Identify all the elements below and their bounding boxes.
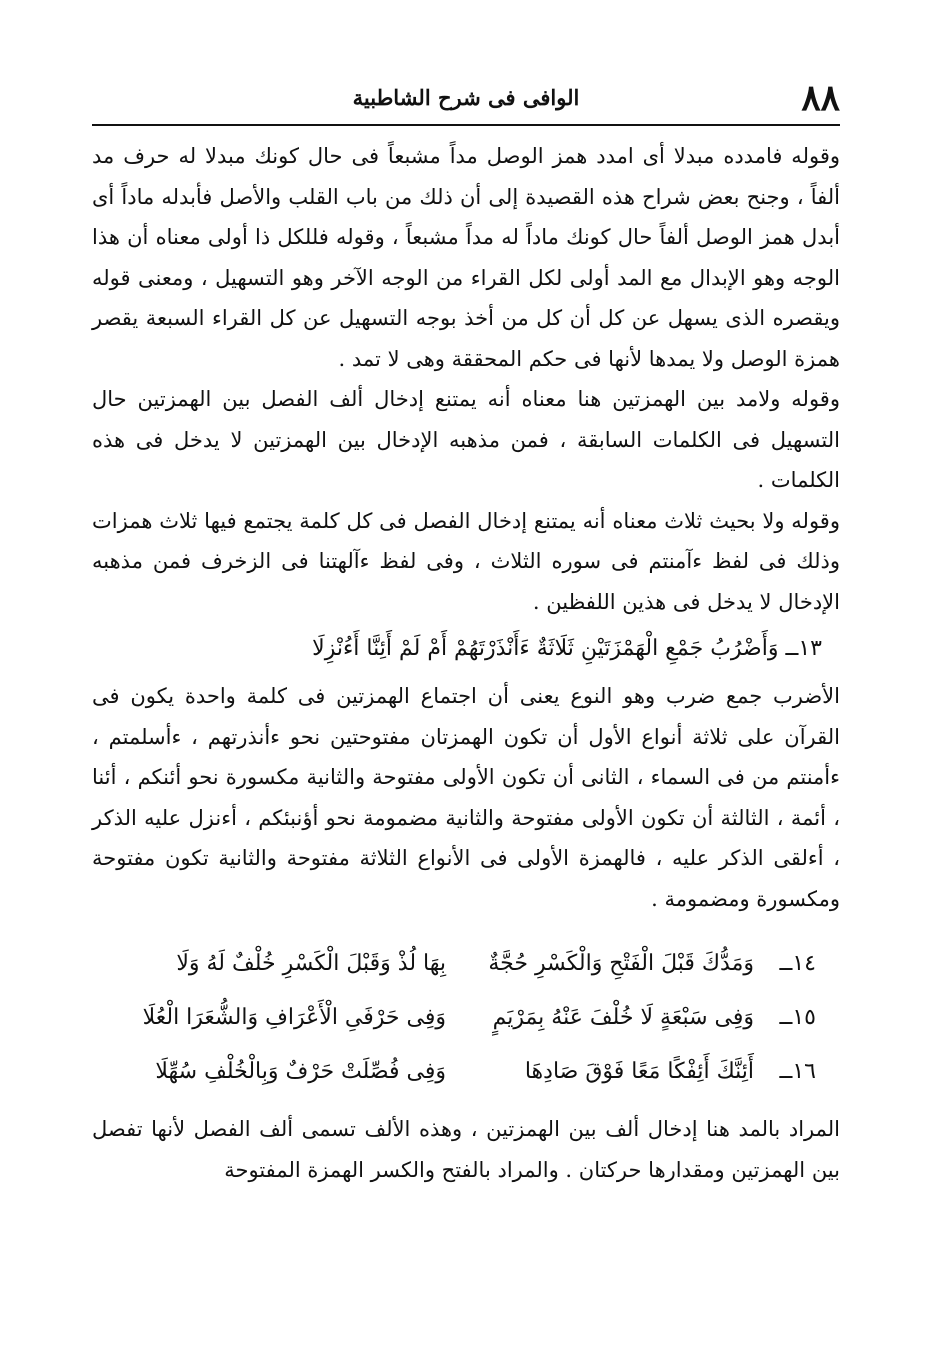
paragraph: وقوله ولا بحيث ثلاث معناه أنه يمتنع إدخال الفصل فى كل كلمة يجتمع فيها ثلاث همزات وذلك فى لفظ ءآمنتم فى سوره الثلاث ، وفى لفظ ءآلهتنا فى الزخرف فمن مذهبه الإدخال لا يدخل فى هذين اللفظين .: [92, 508, 840, 614]
verse-second-hemistich: بِهَا لُذْ وَقَبْلَ الْكَسْرِ خُلْفٌ لَهُ وَلَا: [176, 951, 446, 976]
verse-14: [92, 937, 840, 991]
verse-first-hemistich: أَئِنَّكَ أَئِفْكًا مَعًا فَوْقَ صَادِهَا: [524, 1059, 754, 1084]
header-rule: [92, 124, 840, 126]
running-title: الوافى فى شرح الشاطبية: [352, 85, 580, 110]
verse-15: [92, 991, 840, 1045]
verse-number: ١٣ــ: [785, 636, 822, 661]
verse-13: [92, 628, 840, 670]
paragraph: المراد بالمد هنا إدخال ألف بين الهمزتين ، وهذه الألف تسمى ألف الفصل لأنها تفصل بين الهمزتين ومقدارها حركتان . والمراد بالفتح والكسر الهمزة المفتوحة: [92, 1117, 840, 1182]
verse-number: ١٥ــ: [779, 1005, 816, 1030]
verse-block: [92, 937, 840, 1099]
page-header: [92, 78, 840, 118]
verse-first-hemistich: وَفِى سَبْعَةٍ لَا خُلْفَ عَنْهُ بِمَرْيَمٍ: [492, 1005, 754, 1030]
paragraph: الأضرب جمع ضرب وهو النوع يعنى أن اجتماع الهمزتين فى كلمة واحدة يكون فى القرآن على ثلاثة أنواع الأول أن تكون الهمزتان مفتوحتين نحو ءأنذرتهم ، ءأسلمتم ، ءأمنتم من فى السماء ، الثانى أن تكون الأولى مفتوحة والثانية مكسورة نحو أئنكم ، أئنا ، أئمة ، الثالثة أن تكون الأولى مفتوحة والثانية مضمومة نحو أؤنبئكم ، أءنزل عليه الذكر ، أءلقى الذكر عليه ، فالهمزة الأولى فى الأنواع الثلاثة مفتوحة والثانية تكون مفتوحة ومكسورة ومضمومة .: [92, 684, 840, 911]
verse-second-hemistich: وَفِى فُصِّلَتْ حَرْفٌ وَبِالْخُلْفِ سُهِّلَا: [155, 1059, 446, 1084]
verse-number: ١٤ــ: [779, 951, 816, 976]
paragraph: وقوله ولامد بين الهمزتين هنا معناه أنه يمتنع إدخال ألف الفصل بين الهمزتين حال التسهيل فى الكلمات السابقة ، فمن مذهبه الإدخال بين الهمزتين لا يدخل فى هذه الكلمات .: [92, 387, 840, 492]
verse-first-hemistich: وَمَدُّكَ قَبْلَ الْفَتْحِ وَالْكَسْرِ حُجَّةٌ: [488, 951, 754, 976]
verse-number: ١٦ــ: [779, 1059, 816, 1084]
verse-text: وَأَضْرُبُ جَمْعِ الْهَمْزَتَيْنِ ثَلَاثَةٌ ءَأَنْذَرْتَهُمْ أَمْ لَمْ أَئِنَّا أَءُنْزِلَا: [312, 636, 779, 661]
paragraph: وقوله فامدده مبدلا أى امدد همز الوصل مداً مشبعاً فى حال كونك مبدلا له حرف مد ألفاً ، وجنح بعض شراح هذه القصيدة إلى أن ذلك من باب القلب والأصل فأبدله ماداً أى أبدل همز الوصل ألفاً حال كونك ماداً له مداً مشبعاً ، وقوله فللكل ذا أولى معناه أن هذا الوجه وهو الإبدال مع المد أولى لكل القراء من الوجه الآخر وهو التسهيل ، ومعنى قوله ويقصره الذى يسهل عن كل أن كل من أخذ بوجه التسهيل عن كل القراء السبعة يقصر همزة الوصل ولا يمدها لأنها فى حكم المحققة وهى لا تمد .: [92, 144, 840, 371]
page-number: ٨٨: [801, 77, 840, 119]
verse-second-hemistich: وَفِى حَرْفَىِ الْأَعْرَافِ وَالشُّعَرَا الْعُلَا: [142, 1005, 446, 1030]
verse-16: [92, 1045, 840, 1099]
